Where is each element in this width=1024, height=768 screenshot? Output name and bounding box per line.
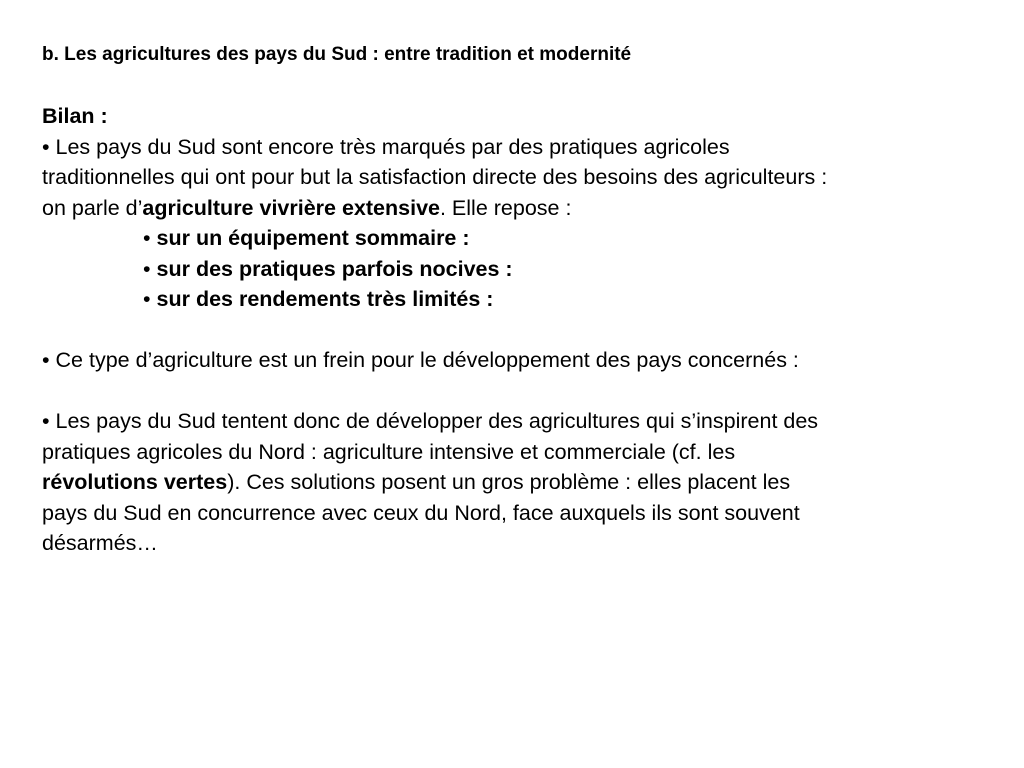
paragraph-text: on parle d’ <box>42 195 143 220</box>
paragraph-3-line-5: désarmés… <box>42 531 158 555</box>
paragraph-3-line-1 <box>42 406 1002 437</box>
key-term: agriculture vivrière extensive <box>142 195 440 220</box>
slide-title: b. Les agricultures des pays du Sud : entre tradition et modernité <box>42 44 632 65</box>
bullet: • <box>143 256 151 281</box>
sub-bullet-item <box>42 254 1002 285</box>
bullet: • <box>42 348 50 372</box>
slide-content <box>42 40 1002 559</box>
paragraph-text: Les pays du Sud tentent donc de développer des agricultures qui s’inspirent des <box>55 409 819 433</box>
spacer <box>42 71 1002 102</box>
paragraph-1-line-3 <box>42 193 1002 224</box>
sub-bullet-text: sur des rendements très limités : <box>156 287 494 311</box>
spacer <box>42 376 1002 407</box>
bullet: • <box>42 409 50 433</box>
sub-bullet-item <box>42 284 1002 315</box>
paragraph-2 <box>42 345 1002 376</box>
paragraph-3-line-4: pays du Sud en concurrence avec ceux du Nord, face auxquels ils sont souvent <box>42 500 800 525</box>
paragraph-3-line-2: pratiques agricoles du Nord : agriculture intensive et commerciale (cf. les <box>42 439 736 464</box>
sub-bullet-text: sur des pratiques parfois nocives : <box>156 256 513 281</box>
paragraph-3-line-3 <box>42 467 1002 498</box>
key-term: révolutions vertes <box>42 470 228 494</box>
paragraph-text: ). Ces solutions posent un gros problème : elles placent les <box>227 470 791 494</box>
bullet: • <box>42 134 50 159</box>
spacer <box>42 315 1002 346</box>
bullet: • <box>143 226 151 250</box>
paragraph-1-line-1 <box>42 132 1002 163</box>
sub-bullet-text: sur un équipement sommaire : <box>156 226 470 250</box>
paragraph-text: Ce type d’agriculture est un frein pour le développement des pays concernés : <box>55 348 799 372</box>
paragraph-text: . Elle repose : <box>439 195 572 220</box>
bilan-heading: Bilan : <box>42 104 108 128</box>
paragraph-1-line-2: traditionnelles qui ont pour but la satisfaction directe des besoins des agriculteurs : <box>42 165 828 189</box>
paragraph-text: Les pays du Sud sont encore très marqués par des pratiques agricoles <box>55 134 730 159</box>
bullet: • <box>143 287 151 311</box>
sub-bullet-item <box>42 223 1002 254</box>
